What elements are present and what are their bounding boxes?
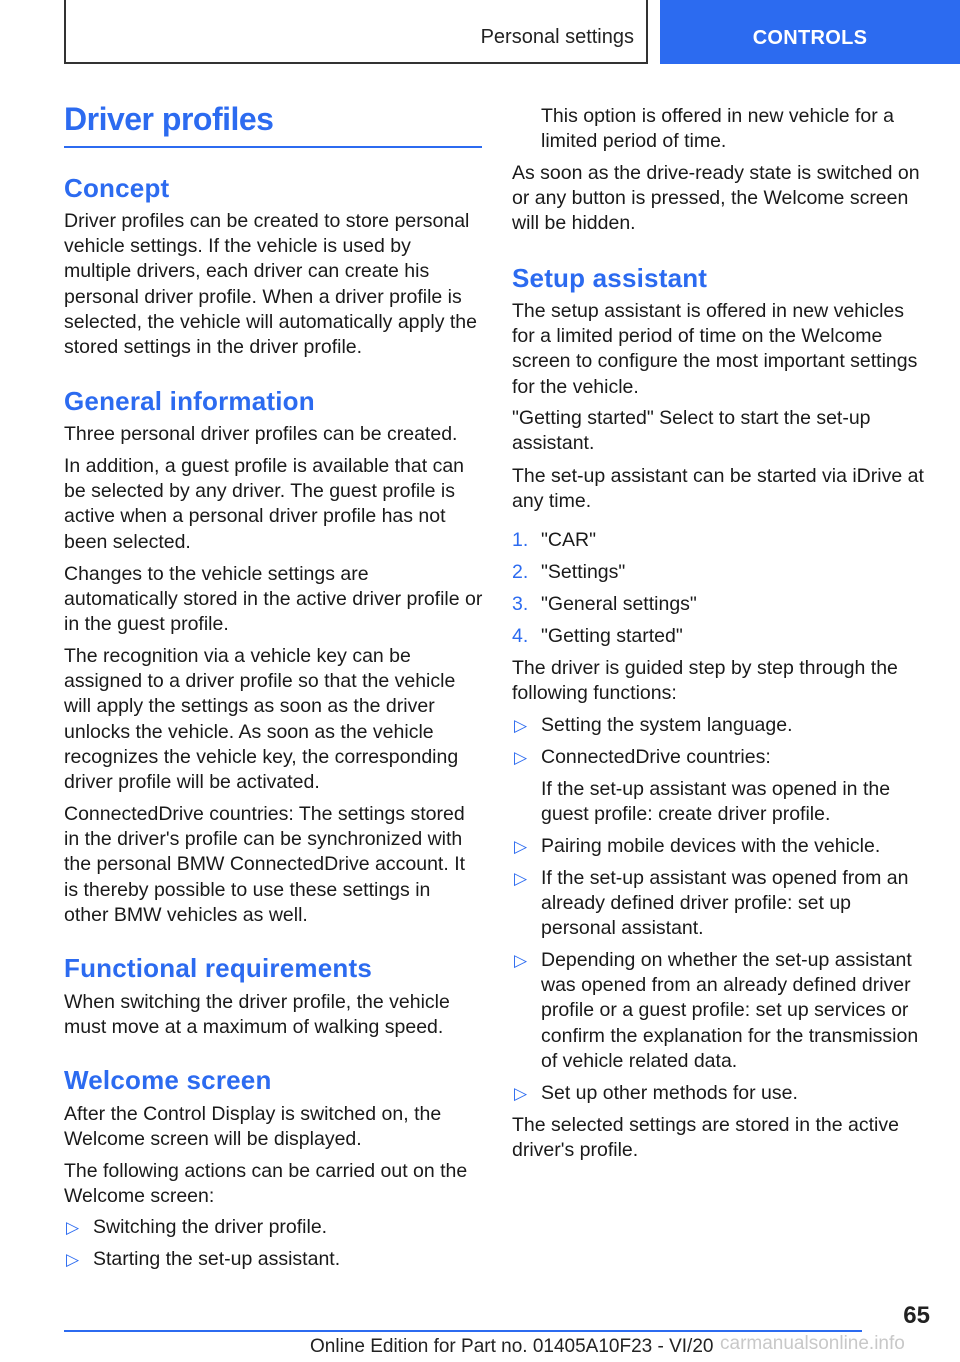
header-chapter-tab[interactable] bbox=[660, 0, 960, 64]
bullet-marker: ▷ bbox=[514, 951, 528, 970]
paragraph-general-2: In addition, a guest profile is available that can be selected by any driver. The guest profile is active when a personal driver profile has not been selected. bbox=[64, 455, 465, 553]
paragraph-setup-1: The setup assistant is offered in new vehicles for a limited period of time on the Welcome screen to configure the most important settings for the vehicle. bbox=[512, 300, 918, 398]
step-number: 1. bbox=[512, 529, 529, 551]
paragraph-general-3: Changes to the vehicle settings are automatically stored in the active driver profile or in the guest profile. bbox=[64, 563, 483, 636]
bullet-marker: ▷ bbox=[514, 716, 528, 735]
paragraph-setup-2: "Getting started" Select to start the set-up assistant. bbox=[512, 407, 871, 455]
paragraph-functional: When switching the driver profile, the vehicle must move at a maximum of walking speed. bbox=[64, 991, 450, 1039]
bullet-marker: ▷ bbox=[66, 1218, 80, 1237]
step-item: "CAR" bbox=[541, 529, 597, 551]
bullet-marker: ▷ bbox=[514, 869, 528, 888]
list-item: Switching the driver profile. bbox=[93, 1216, 328, 1238]
paragraph-stored: The selected settings are stored in the active driver's profile. bbox=[512, 1114, 899, 1162]
paragraph-general-4: The recognition via a vehicle key can be assigned to a driver profile so that the vehicle will apply the settings as soon as the driver unlocks the vehicle. As soon as the vehicle recognizes the vehicle key, the corresponding driver profile will be activated. bbox=[64, 645, 459, 794]
function-subitem: If the set-up assistant was opened in the guest profile: create driver profile. bbox=[541, 778, 891, 826]
step-number: 3. bbox=[512, 593, 529, 615]
heading-welcome-screen: Welcome screen bbox=[64, 1065, 272, 1095]
function-item: Setting the system language. bbox=[541, 714, 793, 736]
step-number: 2. bbox=[512, 561, 529, 583]
list-item: Starting the set-up assistant. bbox=[93, 1248, 341, 1270]
heading-general-information: General information bbox=[64, 386, 315, 416]
title-underline bbox=[64, 146, 482, 148]
heading-functional-requirements: Functional requirements bbox=[64, 953, 372, 983]
paragraph-limited-period: This option is offered in new vehicle for a limited period of time. bbox=[541, 105, 894, 153]
heading-setup-assistant: Setup assistant bbox=[512, 263, 708, 293]
bullet-marker: ▷ bbox=[514, 748, 528, 767]
page-number: 65 bbox=[903, 1302, 930, 1329]
header-chapter-label: CONTROLS bbox=[752, 27, 868, 49]
step-item: "Getting started" bbox=[541, 625, 683, 647]
bullet-marker: ▷ bbox=[66, 1250, 80, 1269]
bullet-marker: ▷ bbox=[514, 837, 528, 856]
footer-edition: Online Edition for Part no. 01405A10F23 - VI/20 bbox=[310, 1336, 714, 1357]
paragraph-welcome-2: The following actions can be carried out on the Welcome screen: bbox=[64, 1160, 468, 1208]
function-item: If the set-up assistant was opened from an already defined driver profile: set up personal assistant. bbox=[541, 867, 909, 940]
bullet-marker: ▷ bbox=[514, 1084, 528, 1103]
paragraph-concept: Driver profiles can be created to store personal vehicle settings. If the vehicle is used by multiple drivers, each driver can create his personal driver profile. When a driver profile is selected, the vehicle will automatically apply the stored settings in the driver profile. bbox=[64, 210, 477, 359]
paragraph-welcome-hidden: As soon as the drive-ready state is switched on or any button is pressed, the Welcome screen will be hidden. bbox=[512, 162, 920, 235]
step-item: "General settings" bbox=[541, 593, 697, 615]
function-item: Pairing mobile devices with the vehicle. bbox=[541, 835, 881, 857]
watermark: carmanualsonline.info bbox=[720, 1333, 905, 1354]
function-item: Set up other methods for use. bbox=[541, 1082, 798, 1104]
header-section-box bbox=[64, 0, 648, 64]
header-section-title: Personal settings bbox=[480, 26, 634, 48]
paragraph-guided: The driver is guided step by step through the following functions: bbox=[512, 657, 898, 705]
heading-concept: Concept bbox=[64, 173, 170, 203]
paragraph-welcome-1: After the Control Display is switched on, the Welcome screen will be displayed. bbox=[64, 1103, 442, 1151]
function-item: ConnectedDrive countries: bbox=[541, 746, 771, 768]
footer-rule bbox=[64, 1330, 862, 1332]
page-title: Driver profiles bbox=[64, 101, 274, 137]
step-number: 4. bbox=[512, 625, 529, 647]
step-item: "Settings" bbox=[541, 561, 626, 583]
paragraph-setup-3: The set-up assistant can be started via iDrive at any time. bbox=[512, 465, 924, 513]
function-item: Depending on whether the set-up assistant was opened from an already defined driver profile or a guest profile: set up services or confirm the explanation for the transmission of vehicle related data. bbox=[541, 949, 919, 1072]
paragraph-general-5: ConnectedDrive countries: The settings stored in the driver's profile can be synchronized with the personal BMW ConnectedDrive account. It is thereby possible to use these settings in other BMW vehicles as well. bbox=[64, 803, 466, 926]
paragraph-general-1: Three personal driver profiles can be created. bbox=[64, 423, 458, 445]
